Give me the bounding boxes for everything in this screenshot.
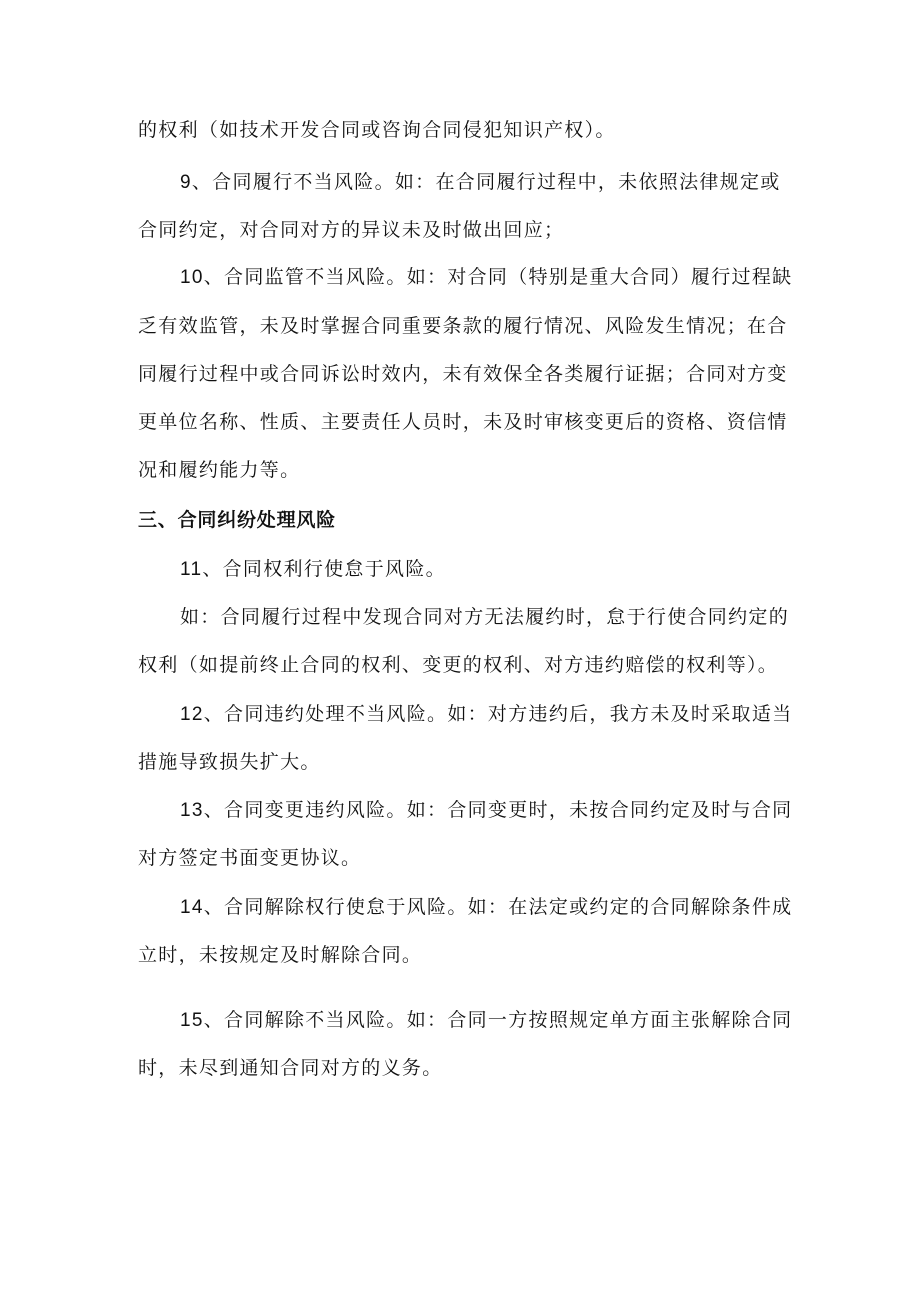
paragraph-15-line-2: 时，未尽到通知合同对方的义务。 [138, 1057, 443, 1079]
paragraph-text: 、合同违约处理不当风险。如：对方违约后，我方未及时采取适当 [203, 703, 793, 725]
paragraph-10-line-3: 同履行过程中或合同诉讼时效内，未有效保全各类履行证据；合同对方变 [138, 363, 788, 385]
paragraph-11-line-2: 权利（如提前终止合同的权利、变更的权利、对方违约赔偿的权利等）。 [138, 654, 779, 676]
paragraph-text: 、合同解除不当风险。如：合同一方按照规定单方面主张解除合同 [203, 1009, 793, 1031]
paragraph-10-line-2: 乏有效监管，未及时掌握合同重要条款的履行情况、风险发生情况；在合 [138, 315, 788, 337]
paragraph-12-line-2: 措施导致损失扩大。 [138, 751, 321, 773]
paragraph-13-line-2: 对方签定书面变更协议。 [138, 847, 362, 869]
paragraph-15-line-1 [180, 1008, 792, 1033]
item-number: 9 [180, 172, 192, 193]
item-number: 10 [180, 267, 204, 288]
section-3-heading: 三、合同纠纷处理风险 [138, 509, 337, 531]
paragraph-12-line-1 [180, 702, 792, 727]
item-number: 13 [180, 800, 204, 821]
paragraph-13-line-1 [180, 798, 792, 823]
paragraph-text: 、合同监管不当风险。如：对合同（特别是重大合同）履行过程缺 [203, 266, 793, 288]
paragraph-10-line-4: 更单位名称、性质、主要责任人员时，未及时审核变更后的资格、资信情 [138, 411, 788, 433]
paragraph-9-line-2: 合同约定，对合同对方的异议未及时做出回应； [138, 219, 565, 241]
item-number: 14 [180, 897, 204, 918]
item-number: 15 [180, 1010, 204, 1031]
paragraph-10-line-5: 况和履约能力等。 [138, 459, 301, 481]
item-number: 12 [180, 704, 204, 725]
item-number: 11 [180, 559, 203, 580]
paragraph-text: 、合同权利行使怠于风险。 [202, 558, 446, 580]
paragraph-14-line-2: 立时，未按规定及时解除合同。 [138, 944, 423, 966]
paragraph-11-line-1: 如：合同履行过程中发现合同对方无法履约时，怠于行使合同约定的 [180, 606, 790, 628]
paragraph-10-line-1 [180, 265, 792, 290]
paragraph-text: 、合同履行不当风险。如：在合同履行过程中，未依照法律规定或 [191, 171, 781, 193]
paragraph-text: 、合同变更违约风险。如：合同变更时，未按合同约定及时与合同 [203, 799, 793, 821]
paragraph-9-line-1 [180, 170, 781, 195]
paragraph-11-title [180, 557, 446, 582]
paragraph-14-line-1 [180, 895, 792, 920]
paragraph-text: 、合同解除权行使怠于风险。如：在法定或约定的合同解除条件成 [203, 896, 793, 918]
paragraph-8-tail: 的权利（如技术开发合同或咨询合同侵犯知识产权）。 [138, 119, 616, 141]
